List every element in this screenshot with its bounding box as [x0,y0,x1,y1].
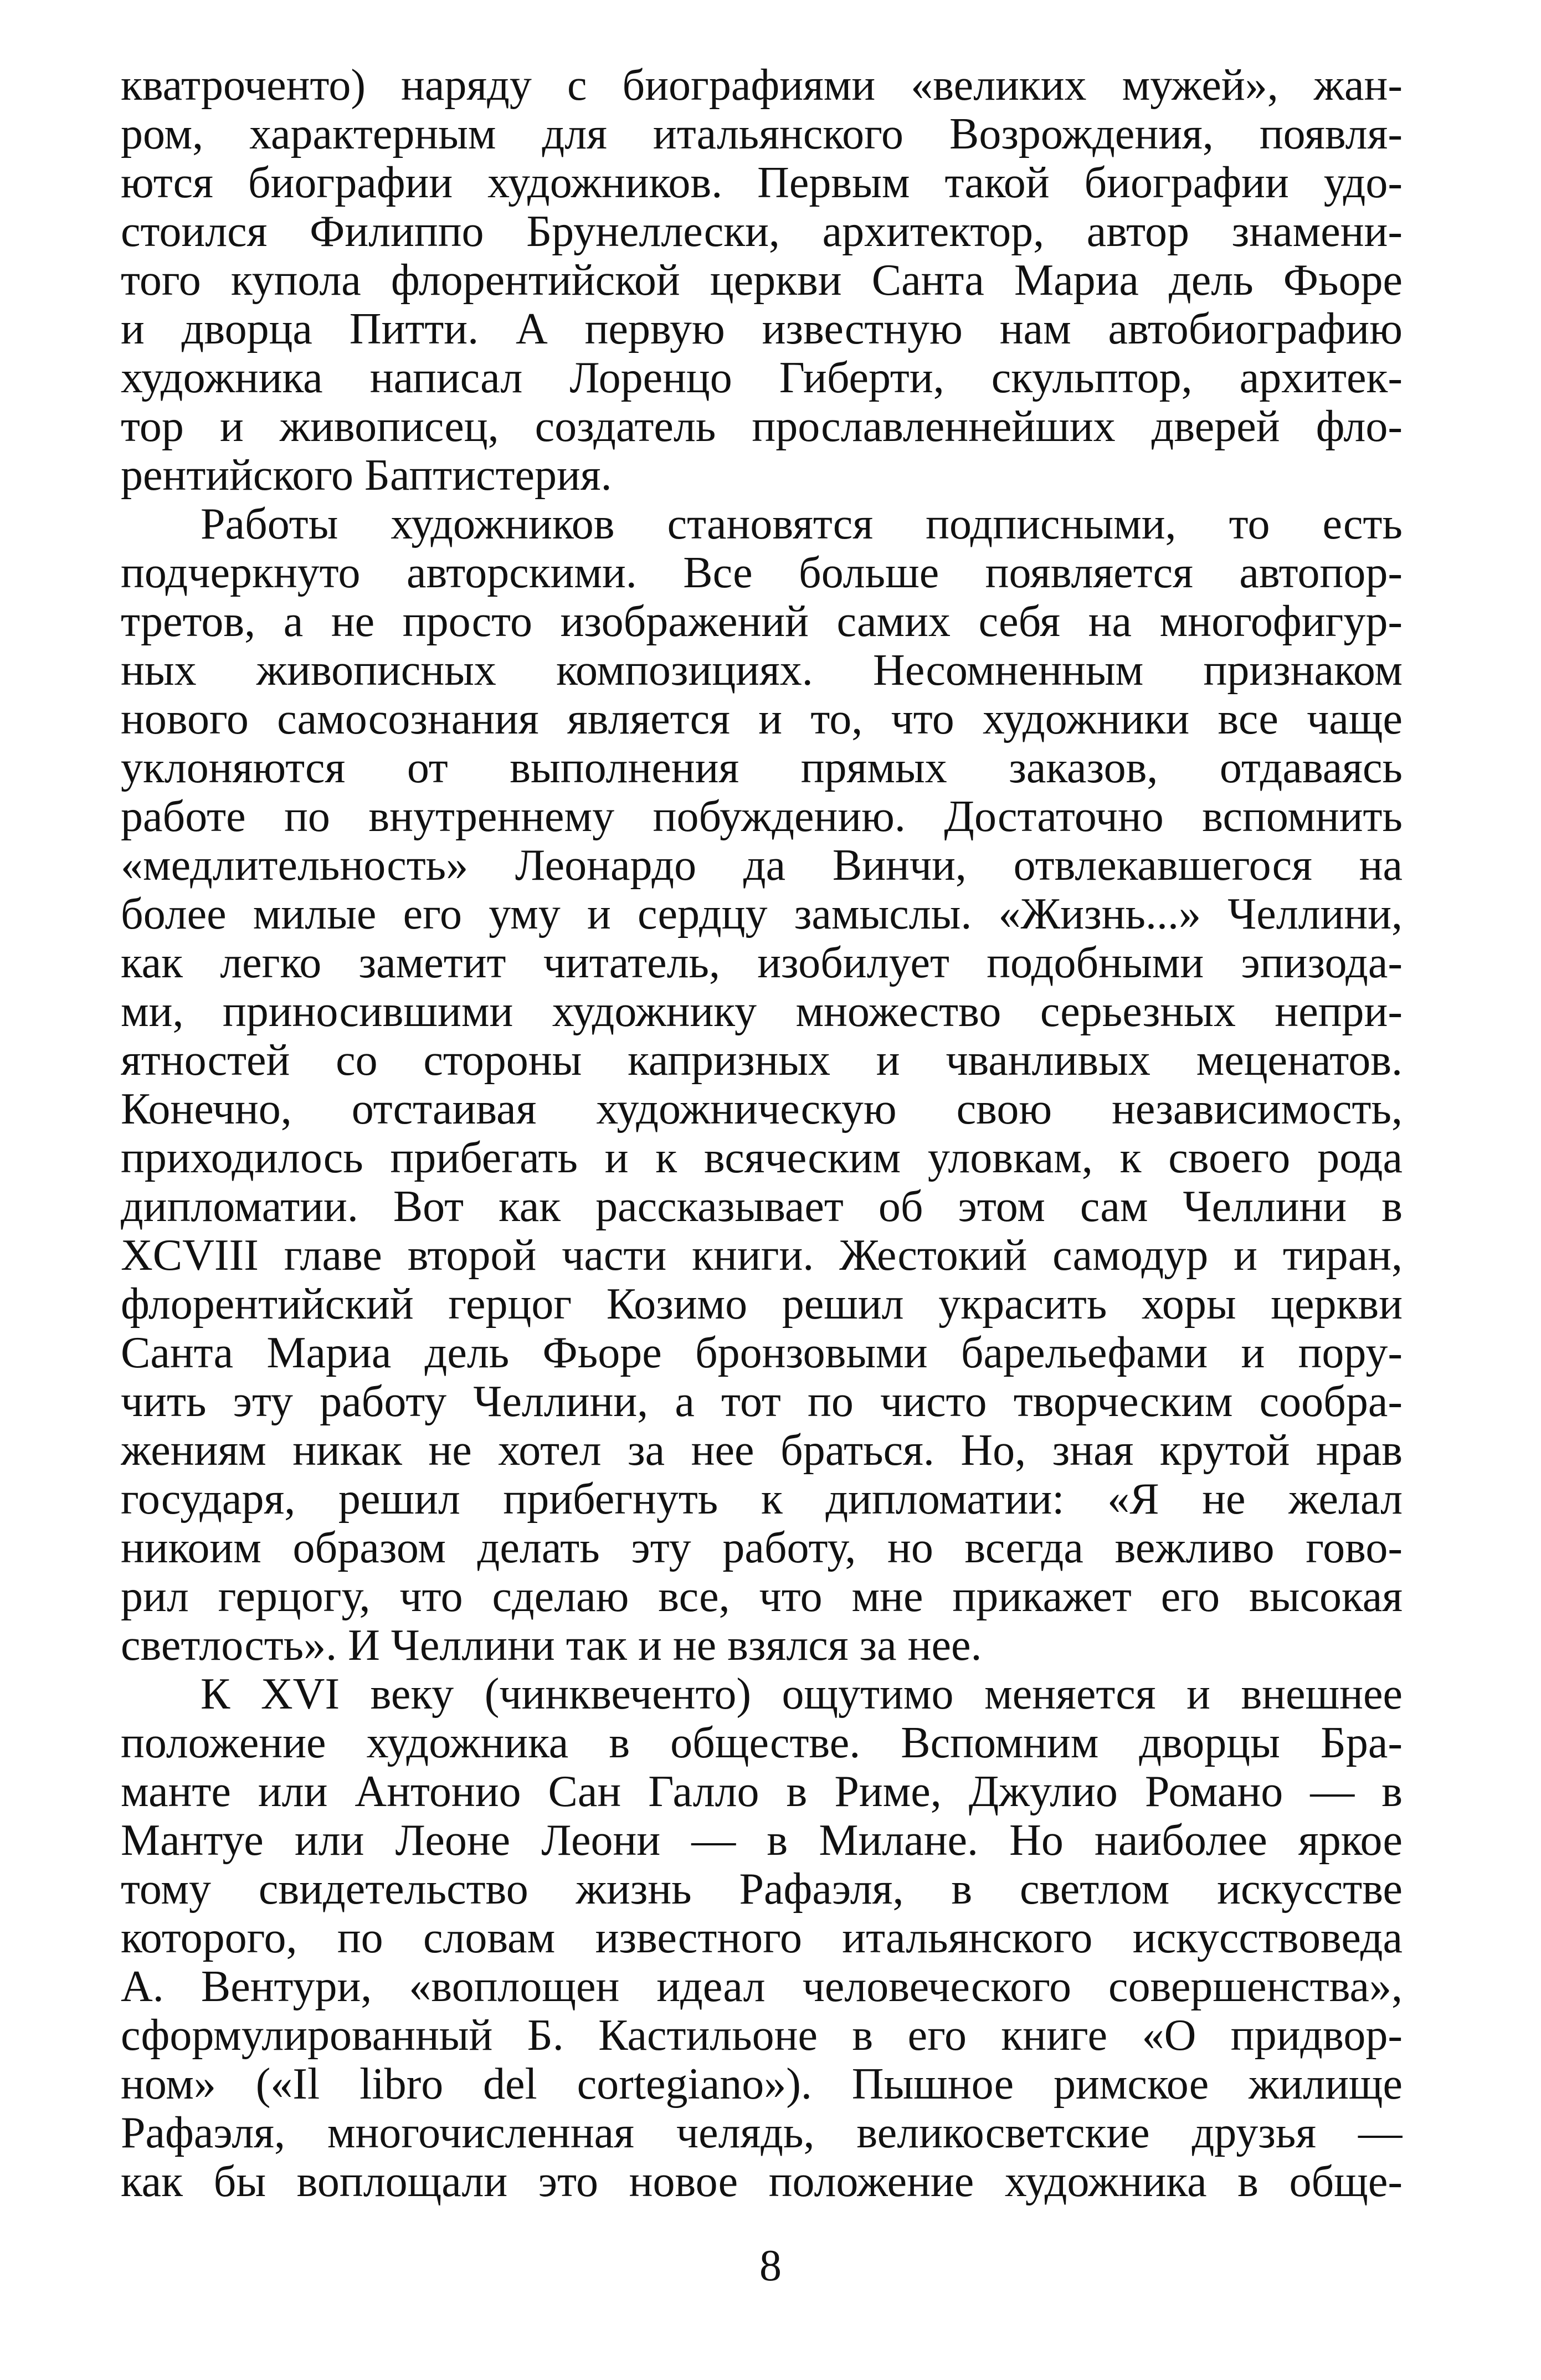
text-line: Мантуе или Леоне Леони — в Милане. Но наиболее яркое [121,1816,1403,1865]
text-line: уклоняются от выполнения прямых заказов, отдаваясь [121,743,1403,792]
page-number: 8 [759,2241,782,2290]
text-line: ятностей со стороны капризных и чванливых меценатов. [121,1036,1403,1085]
text-line: кватроченто) наряду с биографиями «великих мужей», жан- [121,61,1403,110]
text-line: того купола флорентийской церкви Санта Мариа дель Фьоре [121,256,1403,305]
text-line: государя, решил прибегнуть к дипломатии: «Я не желал [121,1475,1403,1524]
text-line: жениям никак не хотел за нее браться. Но, зная крутой нрав [121,1426,1403,1475]
text-line: ются биографии художников. Первым такой биографии удо- [121,158,1403,207]
text-line: «медлительность» Леонардо да Винчи, отвлекавшегося на [121,841,1403,890]
text-line: и дворца Питти. А первую известную нам автобиографию [121,305,1403,353]
text-line: как бы воплощали это новое положение художника в обще- [121,2157,1403,2206]
text-line: чить эту работу Челлини, а тот по чисто творческим сообра- [121,1377,1403,1426]
text-line: дипломатии. Вот как рассказывает об этом сам Челлини в [121,1182,1403,1231]
text-line: ром, характерным для итальянского Возрождения, появля- [121,110,1403,158]
text-line: тому свидетельство жизнь Рафаэля, в светлом искусстве [121,1865,1403,1914]
text-line: стоился Филиппо Брунеллески, архитектор, автор знамени- [121,207,1403,256]
text-line: нового самосознания является и то, что художники все чаще [121,695,1403,743]
text-line: рентийского Баптистерия. [121,451,612,500]
text-line: тор и живописец, создатель прославленнейших дверей фло- [121,402,1403,451]
text-line: никоим образом делать эту работу, но всегда вежливо гово- [121,1524,1403,1572]
text-line: Санта Мариа дель Фьоре бронзовыми барельефами и пору- [121,1329,1403,1377]
paragraph-start-line: Работы художников становятся подписными, то есть [201,500,1403,548]
text-line: более милые его уму и сердцу замыслы. «Жизнь...» Челлини, [121,890,1403,938]
text-line: светлость». И Челлини так и не взялся за нее. [121,1621,982,1670]
text-line: рил герцогу, что сделаю все, что мне прикажет его высокая [121,1572,1403,1621]
text-line: манте или Антонио Сан Галло в Риме, Джулио Романо — в [121,1767,1403,1816]
text-line: флорентийский герцог Козимо решил украсить хоры церкви [121,1280,1403,1329]
text-line: ном» («Il libro del cortegiano»). Пышное римское жилище [121,2060,1403,2109]
text-line: ми, приносившими художнику множество серьезных непри- [121,987,1403,1036]
text-line: А. Вентури, «воплощен идеал человеческого совершенства», [121,1962,1403,2011]
text-line: художника написал Лоренцо Гиберти, скульптор, архитек- [121,353,1403,402]
text-line: подчеркнуто авторскими. Все больше появляется автопор- [121,548,1403,597]
text-line: XCVIII главе второй части книги. Жестокий самодур и тиран, [121,1231,1403,1280]
text-line: приходилось прибегать и к всяческим уловкам, к своего рода [121,1133,1403,1182]
text-line: Конечно, отстаивая художническую свою независимость, [121,1085,1403,1133]
text-line: Рафаэля, многочисленная челядь, великосветские друзья — [121,2109,1403,2157]
text-line: сформулированный Б. Кастильоне в его книге «О придвор- [121,2011,1403,2060]
text-line: ных живописных композициях. Несомненным признаком [121,646,1403,695]
text-line: третов, а не просто изображений самих себя на многофигур- [121,597,1403,646]
text-line: которого, по словам известного итальянского искусствоведа [121,1914,1403,1962]
text-line: как легко заметит читатель, изобилует подобными эпизода- [121,938,1403,987]
paragraph-start-line: К XVI веку (чинквеченто) ощутимо меняется и внешнее [201,1670,1403,1719]
text-line: положение художника в обществе. Вспомним дворцы Бра- [121,1719,1403,1767]
text-line: работе по внутреннему побуждению. Достаточно вспомнить [121,792,1403,841]
